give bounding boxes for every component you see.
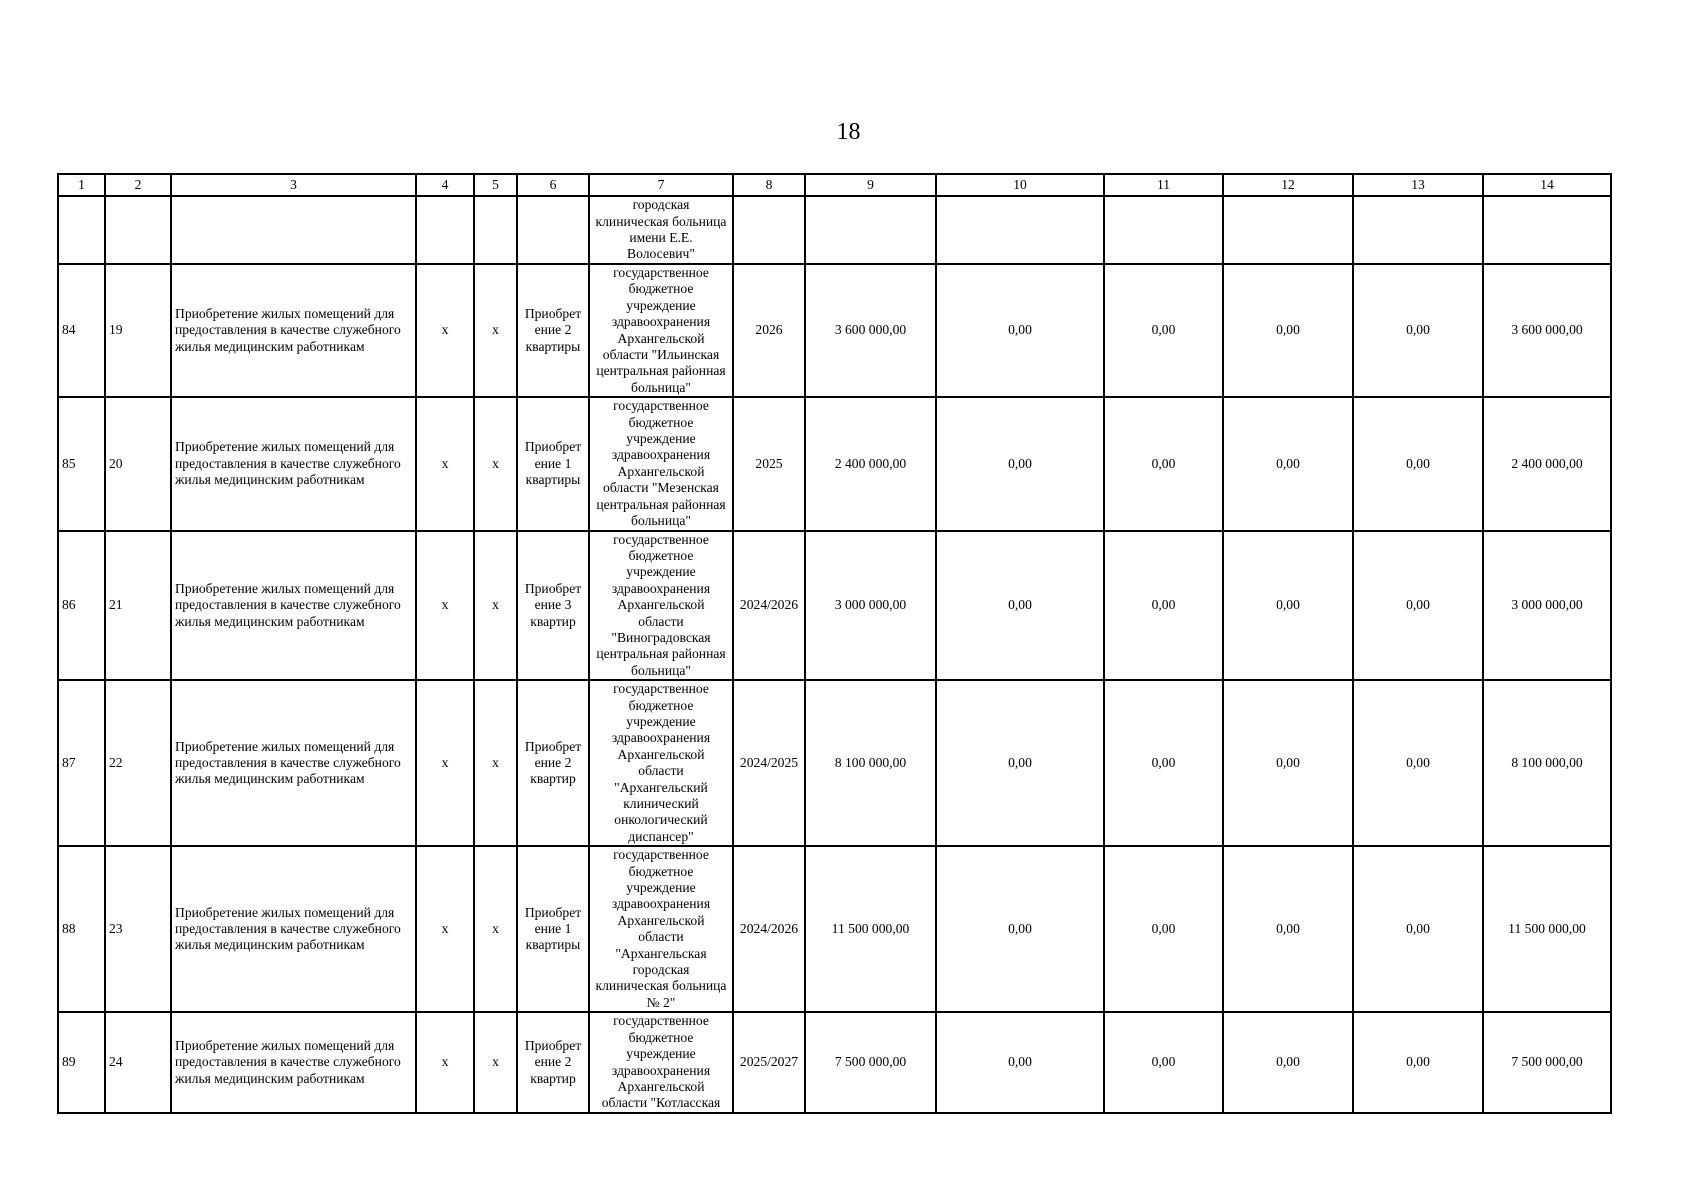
text-line: здравоохранения (611, 580, 711, 596)
text-line: государственное (613, 531, 709, 547)
text-line: ение 1 (534, 455, 572, 471)
page-number: 18 (836, 119, 861, 145)
text-line: Волосевич" (627, 246, 695, 262)
text-line: государственное (613, 847, 709, 863)
cell-year: 2025 (733, 397, 805, 530)
cell-number: 85 (58, 397, 105, 530)
cell-col14: 11 500 000,00 (1483, 846, 1611, 1012)
cell-col14: 3 600 000,00 (1483, 264, 1611, 397)
text-line: области "Мезенская (603, 480, 719, 496)
cell-col10: 0,00 (936, 531, 1104, 681)
text-line: Приобрет (524, 738, 582, 754)
cell-organization (589, 264, 733, 397)
table-row (58, 531, 1611, 681)
text-line: клиническая больница (595, 213, 727, 229)
text-line: государственное (613, 265, 709, 280)
text-line: учреждение (626, 880, 696, 896)
cell-col14 (1483, 196, 1611, 264)
text-line: Приобретение жилых помещений для (175, 1037, 395, 1053)
cell-c5: х (474, 846, 517, 1012)
text-line: ение 2 (534, 754, 572, 770)
cell-number: 86 (58, 531, 105, 681)
text-line: Приобретение жилых помещений для (175, 306, 395, 322)
text-line: "Архангельская (615, 945, 707, 961)
cell-col11: 0,00 (1104, 1012, 1223, 1112)
text-line: ение 2 (534, 322, 572, 338)
cell-c5: х (474, 264, 517, 397)
column-header: 3 (171, 174, 416, 196)
text-line: центральная районная (596, 496, 726, 512)
cell-organization (589, 1012, 733, 1112)
cell-col10 (936, 196, 1104, 264)
text-line: Приобрет (524, 580, 582, 596)
column-header: 6 (517, 174, 589, 196)
text-line: Приобрет (524, 306, 582, 322)
cell-year: 2024/2026 (733, 846, 805, 1012)
cell-col12 (1223, 196, 1353, 264)
text-line: Приобрет (524, 904, 582, 920)
cell-subnumber: 19 (105, 264, 171, 397)
cell-col10: 0,00 (936, 846, 1104, 1012)
cell-col13: 0,00 (1353, 531, 1483, 681)
cell-acquisition (517, 196, 589, 264)
text-line: предоставления в качестве служебного (175, 455, 401, 471)
text-line: жилья медицинским работникам (175, 771, 365, 787)
text-line: области (638, 613, 684, 629)
continuation-row (58, 196, 1611, 264)
text-line: здравоохранения (611, 1062, 711, 1078)
text-line: имени Е.Е. (629, 230, 693, 245)
text-line: бюджетное (628, 547, 694, 563)
cell-acquisition (517, 397, 589, 530)
cell-subnumber: 22 (105, 680, 171, 846)
table-row (58, 397, 1611, 530)
cell-description (171, 196, 416, 264)
cell-col13: 0,00 (1353, 1012, 1483, 1112)
cell-c5: х (474, 680, 517, 846)
text-line: Архангельской (617, 463, 705, 479)
cell-c4: х (416, 397, 474, 530)
cell-year: 2026 (733, 264, 805, 397)
column-header: 9 (805, 174, 936, 196)
cell-col13 (1353, 196, 1483, 264)
text-line: здравоохранения (611, 896, 711, 912)
column-header: 4 (416, 174, 474, 196)
table-row (58, 264, 1611, 397)
table-row (58, 1012, 1611, 1112)
cell-acquisition (517, 680, 589, 846)
text-line: Приобрет (524, 1037, 582, 1053)
cell-subnumber: 23 (105, 846, 171, 1012)
text-line: "Виноградовская (611, 629, 711, 645)
text-line: жилья медицинским работникам (175, 937, 365, 953)
cell-col12: 0,00 (1223, 531, 1353, 681)
text-line: Архангельской (617, 1078, 705, 1094)
text-line: больница" (631, 379, 691, 395)
cell-c4: х (416, 846, 474, 1012)
text-line: городская (632, 197, 690, 213)
cell-col10: 0,00 (936, 264, 1104, 397)
cell-col9: 11 500 000,00 (805, 846, 936, 1012)
cell-acquisition (517, 1012, 589, 1112)
text-line: городская (632, 962, 690, 978)
text-line: Архангельской (617, 912, 705, 928)
cell-col10: 0,00 (936, 680, 1104, 846)
cell-organization (589, 196, 733, 264)
column-header: 5 (474, 174, 517, 196)
cell-c4: х (416, 680, 474, 846)
cell-c5: х (474, 1012, 517, 1112)
text-line: здравоохранения (611, 447, 711, 463)
text-line: бюджетное (628, 697, 694, 713)
cell-year: 2024/2026 (733, 531, 805, 681)
text-line: жилья медицинским работникам (175, 472, 365, 488)
cell-organization (589, 680, 733, 846)
budget-table (57, 173, 1612, 1114)
text-line: учреждение (626, 1046, 696, 1062)
text-line: учреждение (626, 431, 696, 447)
cell-col13: 0,00 (1353, 264, 1483, 397)
cell-subnumber: 21 (105, 531, 171, 681)
text-line: учреждение (626, 564, 696, 580)
cell-col11: 0,00 (1104, 397, 1223, 530)
cell-col5 (474, 196, 517, 264)
text-line: Архангельской (617, 597, 705, 613)
text-line: Приобретение жилых помещений для (175, 580, 395, 596)
text-line: предоставления в качестве служебного (175, 322, 401, 338)
cell-description (171, 264, 416, 397)
column-header: 10 (936, 174, 1104, 196)
text-line: предоставления в качестве служебного (175, 1054, 401, 1070)
text-line: центральная районная (596, 646, 726, 662)
cell-number: 89 (58, 1012, 105, 1112)
text-line: здравоохранения (611, 314, 711, 330)
column-header: 12 (1223, 174, 1353, 196)
cell-col11: 0,00 (1104, 846, 1223, 1012)
cell-col9: 7 500 000,00 (805, 1012, 936, 1112)
cell-acquisition (517, 531, 589, 681)
cell-col12: 0,00 (1223, 680, 1353, 846)
text-line: предоставления в качестве служебного (175, 921, 401, 937)
text-line: Приобрет (524, 439, 582, 455)
text-line: Приобретение жилых помещений для (175, 904, 395, 920)
cell-year (733, 196, 805, 264)
table-header-row (58, 174, 1611, 196)
text-line: № 2" (646, 994, 676, 1010)
table-row (58, 846, 1611, 1012)
cell-year: 2024/2025 (733, 680, 805, 846)
cell-description (171, 1012, 416, 1112)
text-line: больница" (631, 662, 691, 678)
cell-col14: 8 100 000,00 (1483, 680, 1611, 846)
text-line: квартиры (525, 338, 581, 354)
cell-col10: 0,00 (936, 1012, 1104, 1112)
table-row (58, 680, 1611, 846)
cell-number: 87 (58, 680, 105, 846)
cell-year: 2025/2027 (733, 1012, 805, 1112)
text-line: предоставления в качестве служебного (175, 597, 401, 613)
cell-description (171, 531, 416, 681)
text-line: ение 2 (534, 1054, 572, 1070)
cell-col12: 0,00 (1223, 264, 1353, 397)
cell-acquisition (517, 264, 589, 397)
text-line: Архангельской (617, 746, 705, 762)
cell-col9 (805, 196, 936, 264)
text-line: области (638, 763, 684, 779)
text-line: Приобретение жилых помещений для (175, 439, 395, 455)
text-line: жилья медицинским работникам (175, 613, 365, 629)
cell-description (171, 397, 416, 530)
cell-subnumber: 24 (105, 1012, 171, 1112)
text-line: жилья медицинским работникам (175, 338, 365, 354)
text-line: здравоохранения (611, 730, 711, 746)
text-line: клинический (623, 796, 699, 811)
column-header: 13 (1353, 174, 1483, 196)
column-header: 8 (733, 174, 805, 196)
text-line: квартир (530, 1070, 576, 1086)
text-line: бюджетное (628, 863, 694, 879)
cell-col14: 3 000 000,00 (1483, 531, 1611, 681)
text-line: квартир (530, 613, 576, 629)
cell-organization (589, 397, 733, 530)
text-line: области "Котласская (601, 1095, 721, 1111)
cell-c5: х (474, 531, 517, 681)
cell-number: 84 (58, 264, 105, 397)
cell-col9: 8 100 000,00 (805, 680, 936, 846)
cell-description (171, 680, 416, 846)
cell-col9: 2 400 000,00 (805, 397, 936, 530)
text-line: "Архангельский (614, 779, 708, 795)
cell-col10: 0,00 (936, 397, 1104, 530)
text-line: квартиры (525, 472, 581, 488)
cell-col13: 0,00 (1353, 680, 1483, 846)
text-line: государственное (613, 398, 709, 414)
text-line: бюджетное (628, 414, 694, 430)
column-header: 2 (105, 174, 171, 196)
text-line: учреждение (626, 297, 696, 313)
text-line: государственное (613, 1013, 709, 1029)
text-line: диспансер" (628, 828, 694, 844)
cell-col14: 2 400 000,00 (1483, 397, 1611, 530)
text-line: квартиры (525, 937, 581, 953)
column-header: 1 (58, 174, 105, 196)
text-line: ение 1 (534, 921, 572, 937)
cell-c4: х (416, 264, 474, 397)
cell-col12: 0,00 (1223, 846, 1353, 1012)
cell-organization (589, 846, 733, 1012)
text-line: онкологический (614, 812, 708, 828)
text-line: бюджетное (628, 1029, 694, 1045)
column-header: 14 (1483, 174, 1611, 196)
cell-col9: 3 600 000,00 (805, 264, 936, 397)
cell-col12: 0,00 (1223, 1012, 1353, 1112)
cell-col11: 0,00 (1104, 264, 1223, 397)
text-line: ение 3 (534, 597, 572, 613)
text-line: центральная районная (596, 363, 726, 379)
text-line: государственное (613, 681, 709, 697)
text-line: клиническая больница (595, 978, 727, 994)
text-line: Архангельской (617, 330, 705, 346)
cell-description (171, 846, 416, 1012)
cell-c5: х (474, 397, 517, 530)
cell-organization (589, 531, 733, 681)
text-line: Приобретение жилых помещений для (175, 738, 395, 754)
cell-col11 (1104, 196, 1223, 264)
cell-col12: 0,00 (1223, 397, 1353, 530)
cell-col14: 7 500 000,00 (1483, 1012, 1611, 1112)
cell-c4: х (416, 1012, 474, 1112)
text-line: больница" (631, 513, 691, 529)
cell-col11: 0,00 (1104, 531, 1223, 681)
cell-c4: х (416, 531, 474, 681)
cell-col13: 0,00 (1353, 397, 1483, 530)
text-line: предоставления в качестве служебного (175, 754, 401, 770)
text-line: области (638, 929, 684, 945)
cell-col9: 3 000 000,00 (805, 531, 936, 681)
cell-acquisition (517, 846, 589, 1012)
text-line: квартир (530, 771, 576, 787)
text-line: бюджетное (628, 281, 694, 297)
column-header: 7 (589, 174, 733, 196)
cell-subnumber: 20 (105, 397, 171, 530)
cell-subnumber (105, 196, 171, 264)
cell-number (58, 196, 105, 264)
cell-col13: 0,00 (1353, 846, 1483, 1012)
cell-col11: 0,00 (1104, 680, 1223, 846)
column-header: 11 (1104, 174, 1223, 196)
cell-number: 88 (58, 846, 105, 1012)
text-line: жилья медицинским работникам (175, 1070, 365, 1086)
text-line: учреждение (626, 713, 696, 729)
cell-col4 (416, 196, 474, 264)
text-line: области "Ильинская (602, 347, 720, 363)
